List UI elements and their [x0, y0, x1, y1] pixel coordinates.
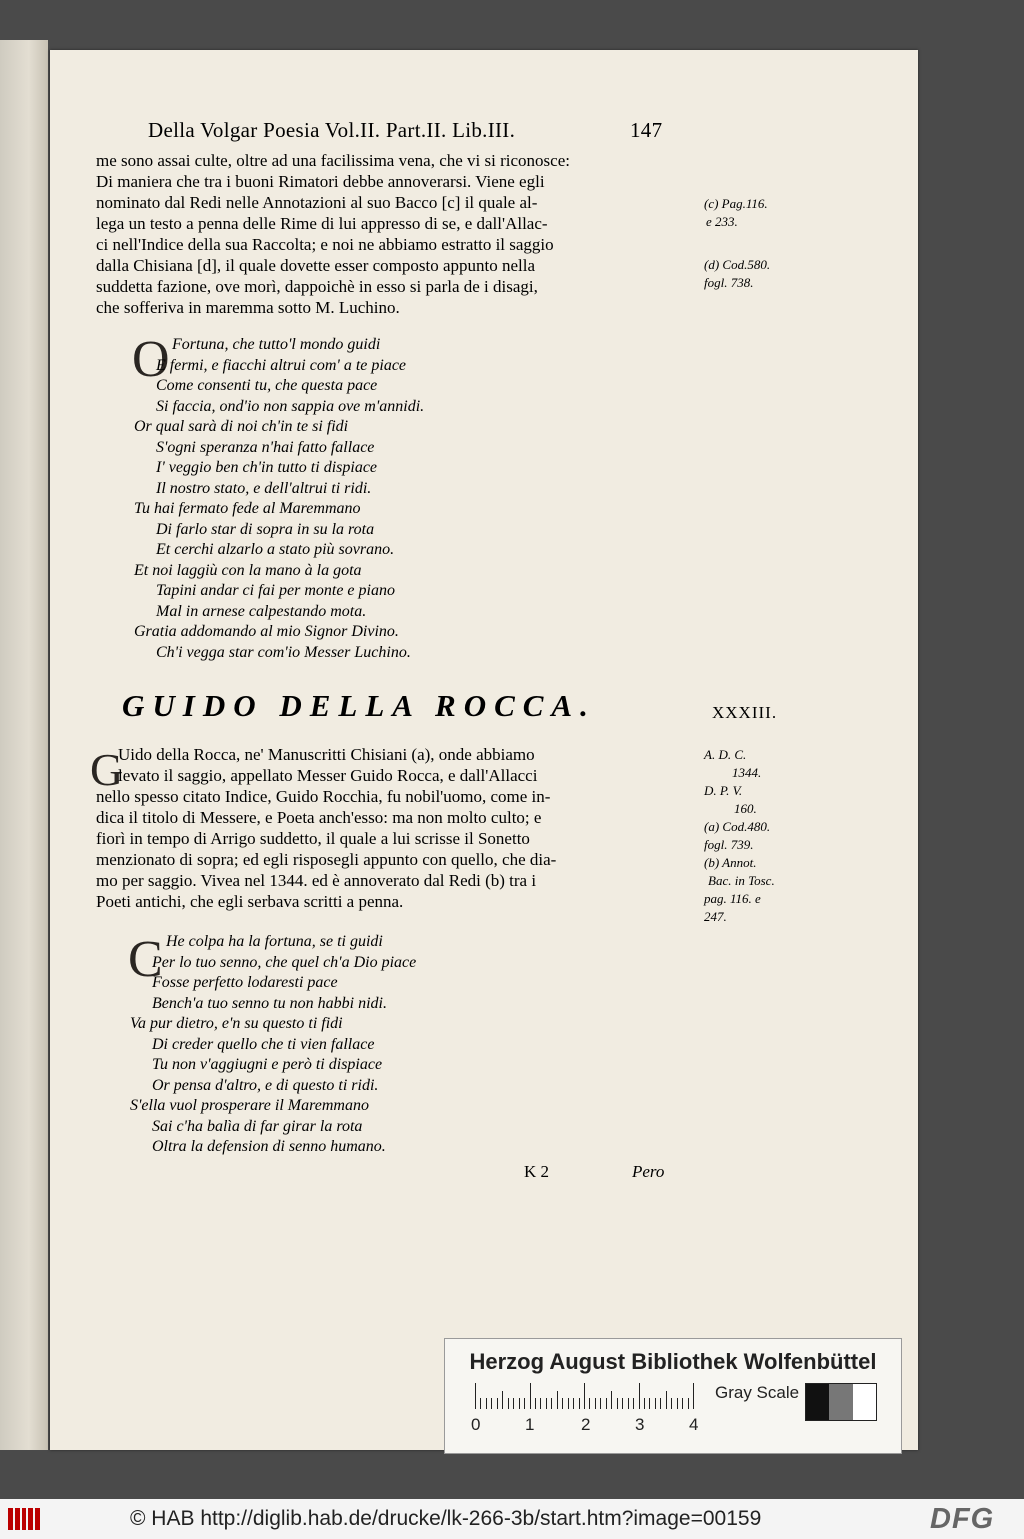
margin-notes-bio — [704, 746, 775, 926]
ruler-tick — [502, 1391, 503, 1409]
ruler-tick — [628, 1398, 629, 1409]
verse-line: Ch'i vegga star com'io Messer Luchino. — [156, 643, 411, 661]
verse-line: Bench'a tuo senno tu non habbi nidi. — [152, 994, 387, 1012]
hab-logo-icon[interactable] — [8, 1508, 40, 1530]
prose-line: che sofferiva in maremma sotto M. Luchino. — [96, 298, 400, 317]
verse-line: Or qual sarà di noi ch'in te si fidi — [134, 418, 349, 435]
prose-line: suddetta fazione, ove morì, dappoichè in esso si parla de i disagi, — [96, 277, 538, 296]
verse-line: Tapini andar ci fai per monte e piano — [156, 582, 395, 599]
margin-note-d — [704, 256, 770, 292]
verse-line: S'ella vuol prosperare il Maremmano — [130, 1097, 369, 1114]
ruler-tick — [677, 1398, 678, 1409]
ruler-tick — [524, 1398, 525, 1409]
ruler-number: 0 — [471, 1415, 481, 1434]
verse-line: Or pensa d'altro, e di questo ti ridi. — [152, 1076, 379, 1094]
verse-line: S'ogni speranza n'hai fatto fallace — [156, 438, 375, 456]
note-line: (b) Annot. — [704, 855, 757, 870]
poem1-dropcap: O — [132, 331, 170, 388]
ruler-tick — [568, 1398, 569, 1409]
ruler — [475, 1383, 713, 1409]
ruler-tick — [688, 1398, 689, 1409]
note-line: 247. — [704, 909, 727, 924]
ruler-tick — [551, 1398, 552, 1409]
prose-line: ci nell'Indice della sua Raccolta; e noi ne abbiamo estratto il saggio — [96, 235, 554, 254]
intro-paragraph — [96, 150, 570, 318]
note-line: fogl. 739. — [704, 837, 754, 852]
verse-line: Va pur dietro, e'n su questo ti fidi — [130, 1015, 343, 1032]
ruler-tick — [682, 1398, 683, 1409]
ruler-tick — [600, 1398, 601, 1409]
ruler-tick — [617, 1398, 618, 1409]
ruler-tick — [633, 1398, 634, 1409]
verse-line: He colpa ha la fortuna, se ti guidi — [166, 933, 383, 950]
prose-line: menzionato di sopra; ed egli risposegli appunto con quello, che dia- — [96, 850, 557, 869]
note-line: Bac. in Tosc. — [708, 873, 775, 888]
verse-line: Gratia addomando al mio Signor Divino. — [134, 623, 399, 640]
verse-line: Sai c'ha balìa di far girar la rota — [152, 1117, 363, 1135]
page-number: 147 — [630, 118, 663, 142]
ruler-tick — [519, 1398, 520, 1409]
verse-line: Fortuna, che tutto'l mondo guidi — [172, 336, 381, 353]
prose-line: me sono assai culte, oltre ad una facilissima vena, che vi si riconosce: — [96, 151, 570, 170]
note-line: 160. — [734, 801, 757, 816]
library-scale-stamp — [444, 1338, 902, 1454]
prose-line: dica il titolo di Messere, e Poeta anch'esso: ma non molto culto; e — [96, 808, 542, 827]
gray-scale-swatches — [805, 1383, 877, 1421]
verse-line: Per lo tuo senno, che quel ch'a Dio piace — [152, 953, 417, 971]
verse-line: Si faccia, ond'io non sappia ove m'annidi. — [156, 397, 425, 415]
ruler-number: 4 — [689, 1415, 699, 1434]
ruler-tick — [649, 1398, 650, 1409]
prose-line: dalla Chisiana [d], il quale dovette esser composto appunto nella — [96, 256, 536, 275]
poem2-dropcap: C — [128, 931, 163, 988]
note-line: 1344. — [732, 765, 762, 780]
verse-line: Di farlo star di sopra in su la rota — [156, 520, 375, 538]
ruler-tick — [660, 1398, 661, 1409]
ruler-tick — [508, 1398, 509, 1409]
running-head — [148, 118, 668, 143]
note-line: fogl. 738. — [704, 275, 754, 290]
library-name: Herzog August Bibliothek Wolfenbüttel — [469, 1349, 877, 1374]
ruler-tick — [540, 1398, 541, 1409]
ruler-tick — [546, 1398, 547, 1409]
ruler-tick — [671, 1398, 672, 1409]
ruler-tick — [535, 1398, 536, 1409]
ruler-tick — [622, 1398, 623, 1409]
ruler-tick — [644, 1398, 645, 1409]
poem1 — [132, 331, 425, 663]
ruler-tick — [557, 1391, 558, 1409]
ruler-tick — [579, 1398, 580, 1409]
verse-line: Et noi laggiù con la mano à la gota — [134, 561, 362, 579]
ruler-tick — [606, 1398, 607, 1409]
ruler-tick — [480, 1398, 481, 1409]
ruler-number: 1 — [525, 1415, 535, 1434]
note-line: A. D. C. — [704, 747, 747, 762]
prose-line: Poeti antichi, che egli serbava scritti a penna. — [96, 892, 404, 911]
prose-line: fiorì in tempo di Arrigo suddetto, il quale a lui scrisse il Sonetto — [96, 829, 530, 848]
catchword: Pero — [632, 1162, 665, 1181]
ruler-tick — [693, 1383, 694, 1409]
verse-line: Tu non v'aggiugni e però ti dispiace — [152, 1056, 383, 1073]
verse-line: E fermi, e fiacchi altrui com' a te piace — [156, 356, 407, 374]
verse-line: Di creder quello che ti vien fallace — [152, 1035, 375, 1053]
margin-note-c — [704, 195, 768, 231]
section-number: XXXIII. — [712, 703, 778, 722]
note-line: D. P. V. — [704, 783, 743, 798]
ruler-tick — [595, 1398, 596, 1409]
prose-line: mo per saggio. Vivea nel 1344. ed è annoverato dal Redi (b) tra i — [96, 871, 537, 890]
footer-link[interactable]: © HAB http://diglib.hab.de/drucke/lk-266-3b/start.htm?image=00159 — [130, 1507, 762, 1530]
verse-line: I' veggio ben ch'in tutto ti dispiace — [156, 459, 378, 476]
verse-line: Tu hai fermato fede al Maremmano — [134, 500, 361, 517]
bio-paragraph — [96, 744, 556, 912]
ruler-tick — [530, 1383, 531, 1409]
ruler-tick — [584, 1383, 585, 1409]
ruler-tick — [655, 1398, 656, 1409]
ruler-tick — [589, 1398, 590, 1409]
note-line: (c) Pag.116. — [704, 196, 768, 211]
ruler-tick — [497, 1398, 498, 1409]
verse-line: Come consenti tu, che questa pace — [156, 377, 378, 394]
ruler-number: 2 — [581, 1415, 591, 1434]
ruler-tick — [486, 1398, 487, 1409]
prose-line: nello spesso citato Indice, Guido Rocchia, fu nobil'uomo, come in- — [96, 787, 551, 806]
section-title: GUIDO DELLA ROCCA. — [122, 688, 596, 723]
previous-page-edge — [0, 40, 48, 1450]
running-head-title: Della Volgar Poesia Vol.II. Part.II. Lib.III. — [148, 118, 516, 142]
verse-line: Oltra la defension di senno humano. — [152, 1138, 386, 1155]
prose-line: levato il saggio, appellato Messer Guido Rocca, e dall'Allacci — [118, 766, 538, 785]
prose-line: Uido della Rocca, ne' Manuscritti Chisiani (a), onde abbiamo — [118, 745, 535, 764]
footer-bar — [0, 1499, 1024, 1539]
ruler-tick — [513, 1398, 514, 1409]
ruler-tick — [639, 1383, 640, 1409]
prose-line: Di maniera che tra i buoni Rimatori debbe annoverarsi. Viene egli — [96, 172, 545, 191]
bio-dropcap: G — [90, 744, 124, 795]
verse-line: Il nostro stato, e dell'altrui ti ridi. — [156, 479, 372, 497]
ruler-tick — [562, 1398, 563, 1409]
prose-line: lega un testo a penna delle Rime di lui appresso di se, e dall'Allac- — [96, 214, 548, 233]
gray-scale-label: Gray Scale — [715, 1383, 800, 1402]
ruler-tick — [611, 1391, 612, 1409]
note-line: (a) Cod.480. — [704, 819, 771, 834]
ruler-tick — [573, 1398, 574, 1409]
note-line: (d) Cod.580. — [704, 257, 771, 272]
note-line: pag. 116. e — [704, 891, 761, 906]
prose-line: nominato dal Redi nelle Annotazioni al suo Bacco [c] il quale al- — [96, 193, 538, 212]
verse-line: Mal in arnese calpestando mota. — [156, 602, 367, 620]
ruler-tick — [475, 1383, 476, 1409]
signature-mark: K 2 — [524, 1162, 550, 1181]
ruler-number: 3 — [635, 1415, 645, 1434]
verse-line: Et cerchi alzarlo a stato più sovrano. — [156, 541, 395, 558]
note-line: e 233. — [706, 214, 738, 229]
poem2 — [130, 932, 416, 1158]
verse-line: Fosse perfetto lodaresti pace — [152, 974, 338, 991]
dfg-logo[interactable]: DFG — [930, 1503, 995, 1535]
ruler-tick — [666, 1391, 667, 1409]
ruler-tick — [491, 1398, 492, 1409]
